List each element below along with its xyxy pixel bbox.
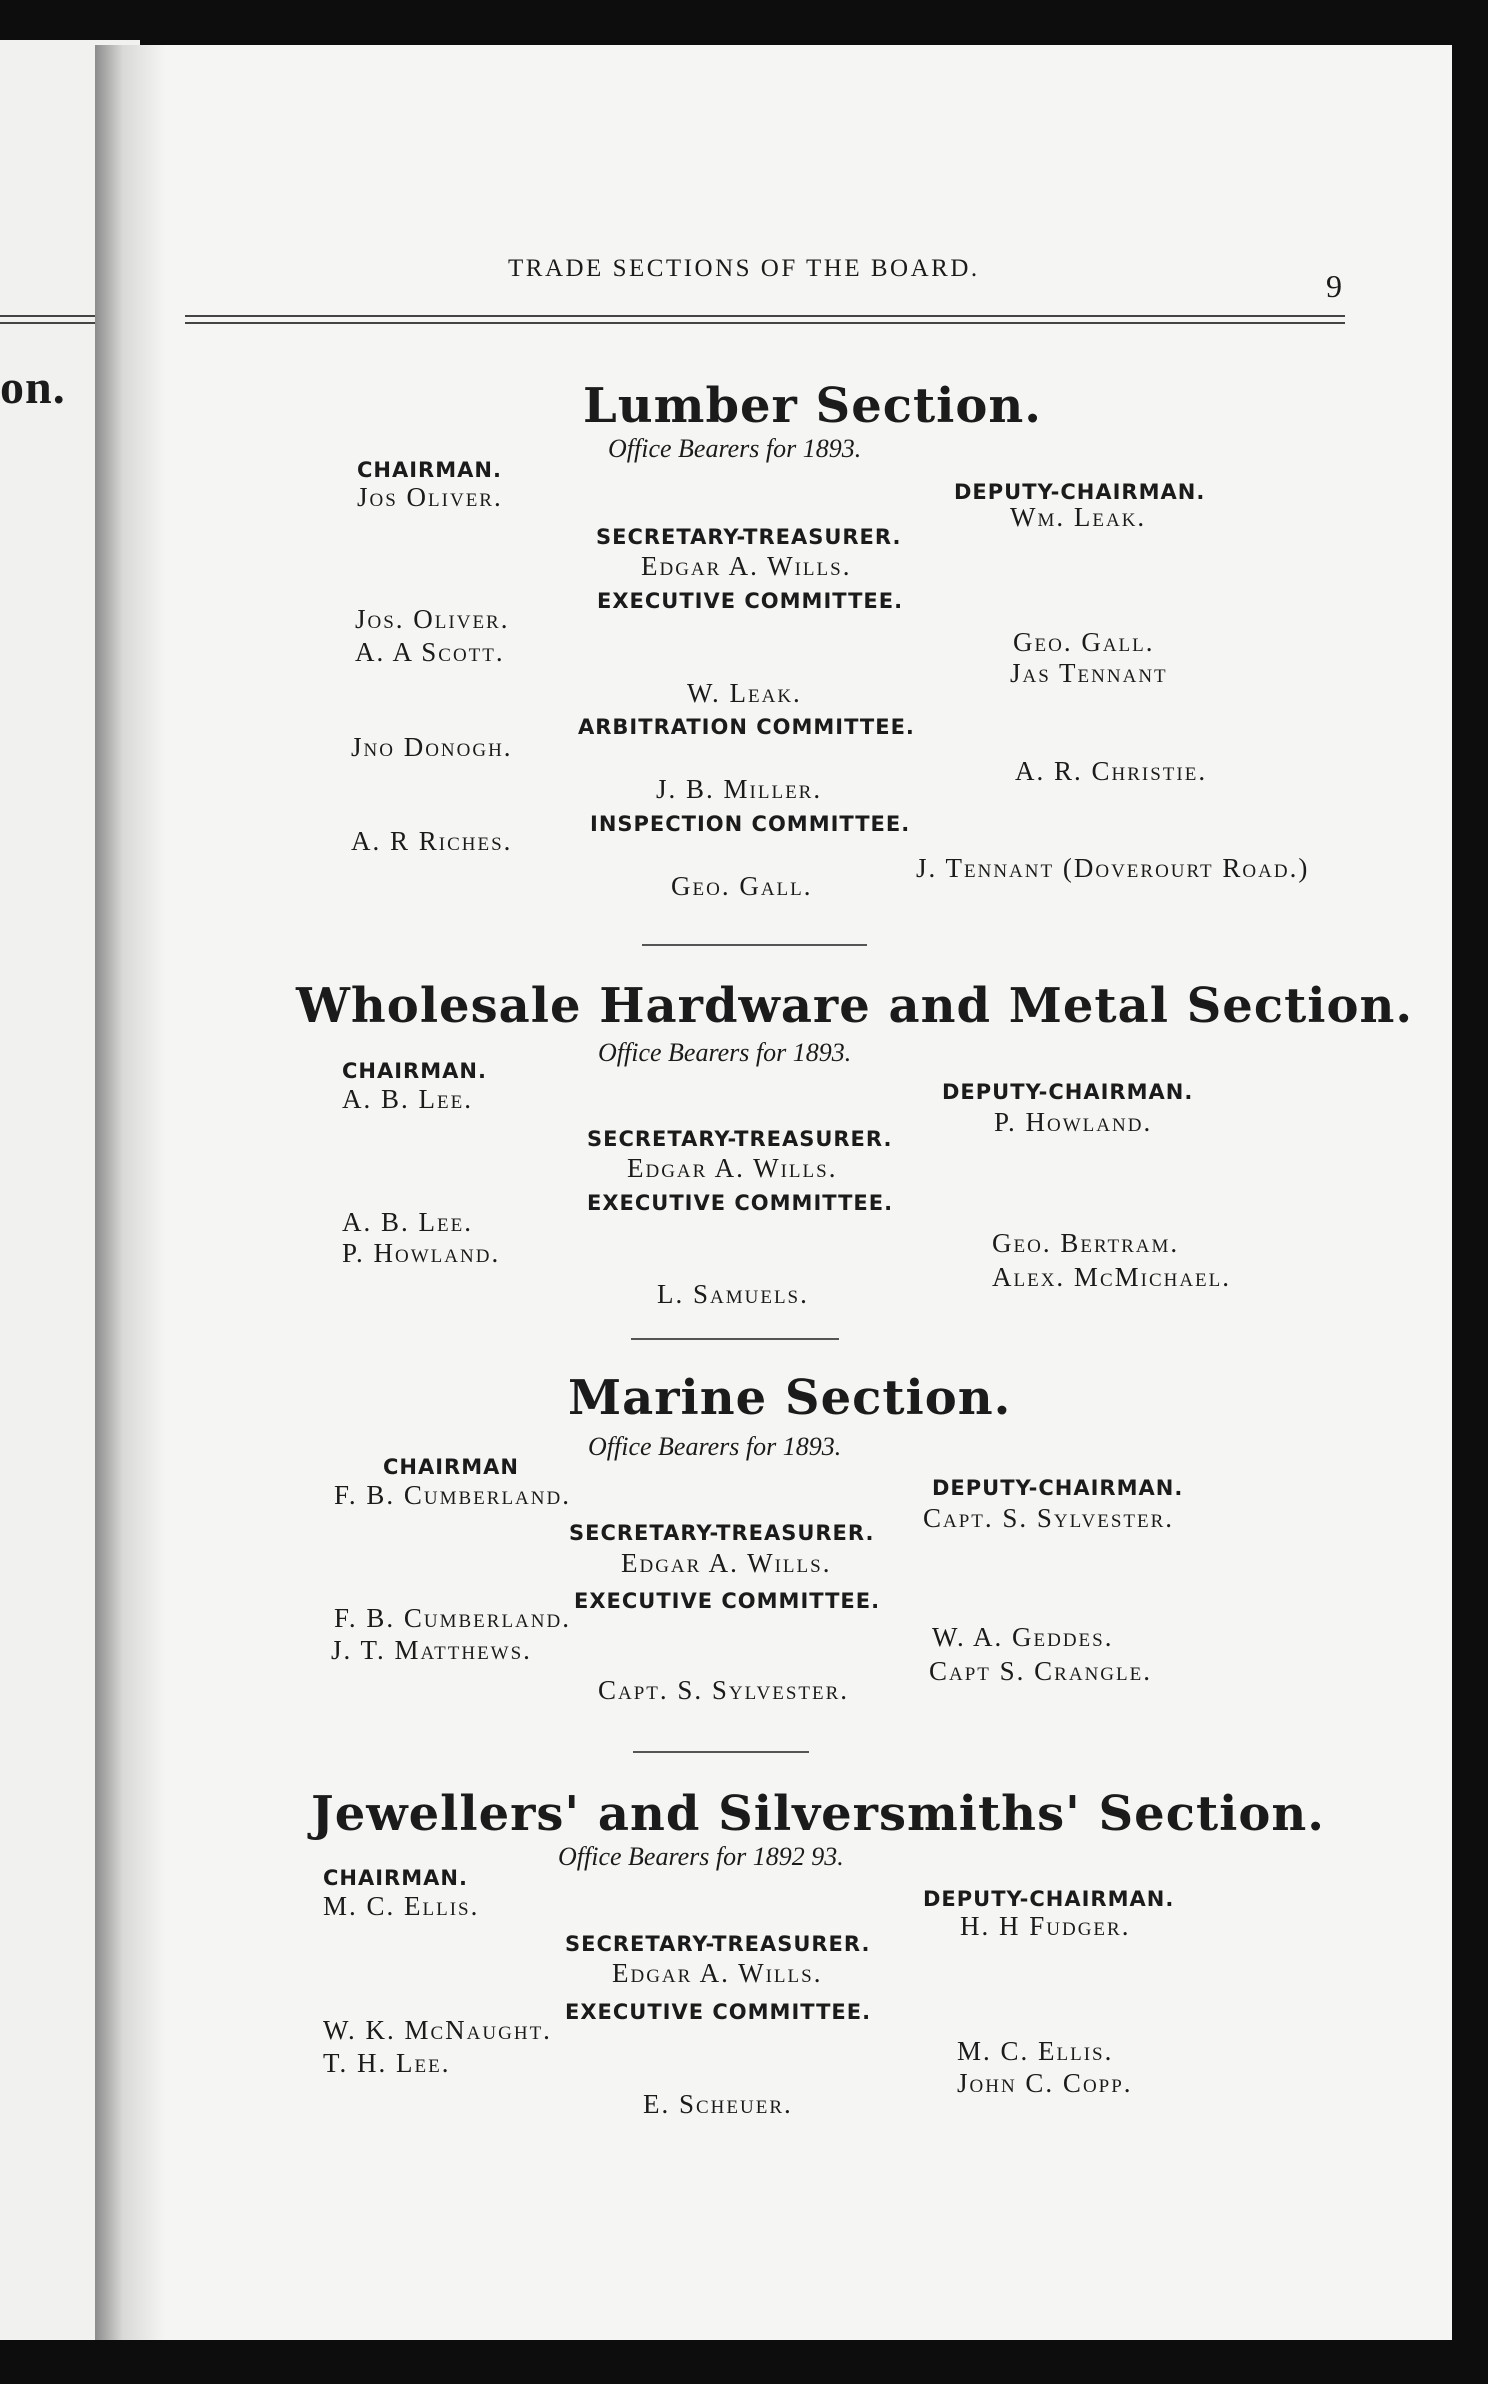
facing-page-rule [0,315,100,317]
executive-committee-label: EXECUTIVE COMMITTEE. [597,589,904,613]
committee-member: J. T. Matthews. [331,1635,532,1665]
executive-committee-label: EXECUTIVE COMMITTEE. [587,1191,894,1215]
section-divider [633,1751,809,1753]
committee-member: Jos. Oliver. [355,604,510,634]
committee-member: Capt S. Crangle. [929,1656,1152,1686]
committee-member: John C. Copp. [957,2068,1133,2098]
deputy-chairman-label: DEPUTY-CHAIRMAN. [942,1080,1194,1104]
secretary-treasurer-name: Edgar A. Wills. [627,1153,838,1183]
section-title-hardware: Wholesale Hardware and Metal Section. [296,978,1414,1034]
deputy-chairman-label: DEPUTY-CHAIRMAN. [932,1476,1184,1500]
deputy-chairman-label: DEPUTY-CHAIRMAN. [923,1887,1175,1911]
committee-member: W. A. Geddes. [932,1622,1114,1652]
secretary-treasurer-label: SECRETARY-TREASURER. [569,1521,875,1545]
deputy-chairman-label: DEPUTY-CHAIRMAN. [954,480,1206,504]
committee-member: W. K. McNaught. [323,2015,552,2045]
executive-committee-label: EXECUTIVE COMMITTEE. [574,1589,881,1613]
office-bearers-jewellers: Office Bearers for 1892 93. [558,1842,844,1871]
deputy-chairman-name: Capt. S. Sylvester. [923,1503,1175,1533]
deputy-chairman-name: H. H Fudger. [960,1911,1131,1941]
committee-member: A. A Scott. [355,637,505,667]
committee-member: F. B. Cumberland. [334,1603,571,1633]
committee-member: Geo. Gall. [671,871,813,901]
office-bearers-lumber: Office Bearers for 1893. [608,434,862,463]
chairman-name: M. C. Ellis. [323,1891,480,1921]
page-gutter-shadow [95,45,165,2345]
office-bearers-hardware: Office Bearers for 1893. [598,1038,852,1067]
committee-member: E. Scheuer. [643,2089,793,2119]
committee-member: A. B. Lee. [342,1207,473,1237]
committee-member: Geo. Gall. [1013,627,1155,657]
committee-member: T. H. Lee. [323,2048,451,2078]
committee-member: A. R Riches. [351,826,513,856]
arbitration-committee-label: ARBITRATION COMMITTEE. [578,715,915,739]
chairman-name: F. B. Cumberland. [334,1480,571,1510]
secretary-treasurer-name: Edgar A. Wills. [621,1548,832,1578]
page-number: 9 [1326,268,1342,304]
deputy-chairman-name: Wm. Leak. [1010,502,1147,532]
section-divider [642,944,867,946]
facing-page-fragment: on. [0,361,66,414]
chairman-label: CHAIRMAN. [323,1866,468,1890]
section-title-marine: Marine Section. [568,1370,1012,1426]
committee-member: Capt. S. Sylvester. [598,1675,850,1705]
secretary-treasurer-label: SECRETARY-TREASURER. [587,1127,893,1151]
header-rule [185,322,1345,324]
section-divider [631,1338,839,1340]
secretary-treasurer-name: Edgar A. Wills. [641,551,852,581]
committee-member: M. C. Ellis. [957,2036,1114,2066]
committee-member: Jno Donogh. [351,732,513,762]
committee-member: L. Samuels. [657,1279,809,1309]
section-title-lumber: Lumber Section. [583,378,1042,434]
secretary-treasurer-label: SECRETARY-TREASURER. [596,525,902,549]
deputy-chairman-name: P. Howland. [994,1107,1153,1137]
committee-member: Geo. Bertram. [992,1228,1180,1258]
running-head: TRADE SECTIONS OF THE BOARD. [508,255,980,282]
chairman-name: A. B. Lee. [342,1084,473,1114]
committee-member: W. Leak. [687,678,802,708]
section-title-jewellers: Jewellers' and Silversmiths' Section. [311,1786,1325,1842]
facing-page-rule [0,322,100,324]
executive-committee-label: EXECUTIVE COMMITTEE. [565,2000,872,2024]
inspection-committee-label: INSPECTION COMMITTEE. [590,812,911,836]
chairman-name: Jos Oliver. [357,482,503,512]
committee-member: P. Howland. [342,1238,501,1268]
scan-border [0,2340,1488,2384]
committee-member: J. B. Miller. [656,774,823,804]
secretary-treasurer-label: SECRETARY-TREASURER. [565,1932,871,1956]
header-rule [185,315,1345,317]
chairman-label: CHAIRMAN [383,1455,519,1479]
chairman-label: CHAIRMAN. [357,458,502,482]
office-bearers-marine: Office Bearers for 1893. [588,1432,842,1461]
secretary-treasurer-name: Edgar A. Wills. [612,1958,823,1988]
committee-member: A. R. Christie. [1015,756,1208,786]
chairman-label: CHAIRMAN. [342,1059,487,1083]
committee-member: J. Tennant (Doverourt Road.) [916,853,1310,883]
committee-member: Jas Tennant [1010,658,1168,688]
committee-member: Alex. McMichael. [992,1262,1232,1292]
